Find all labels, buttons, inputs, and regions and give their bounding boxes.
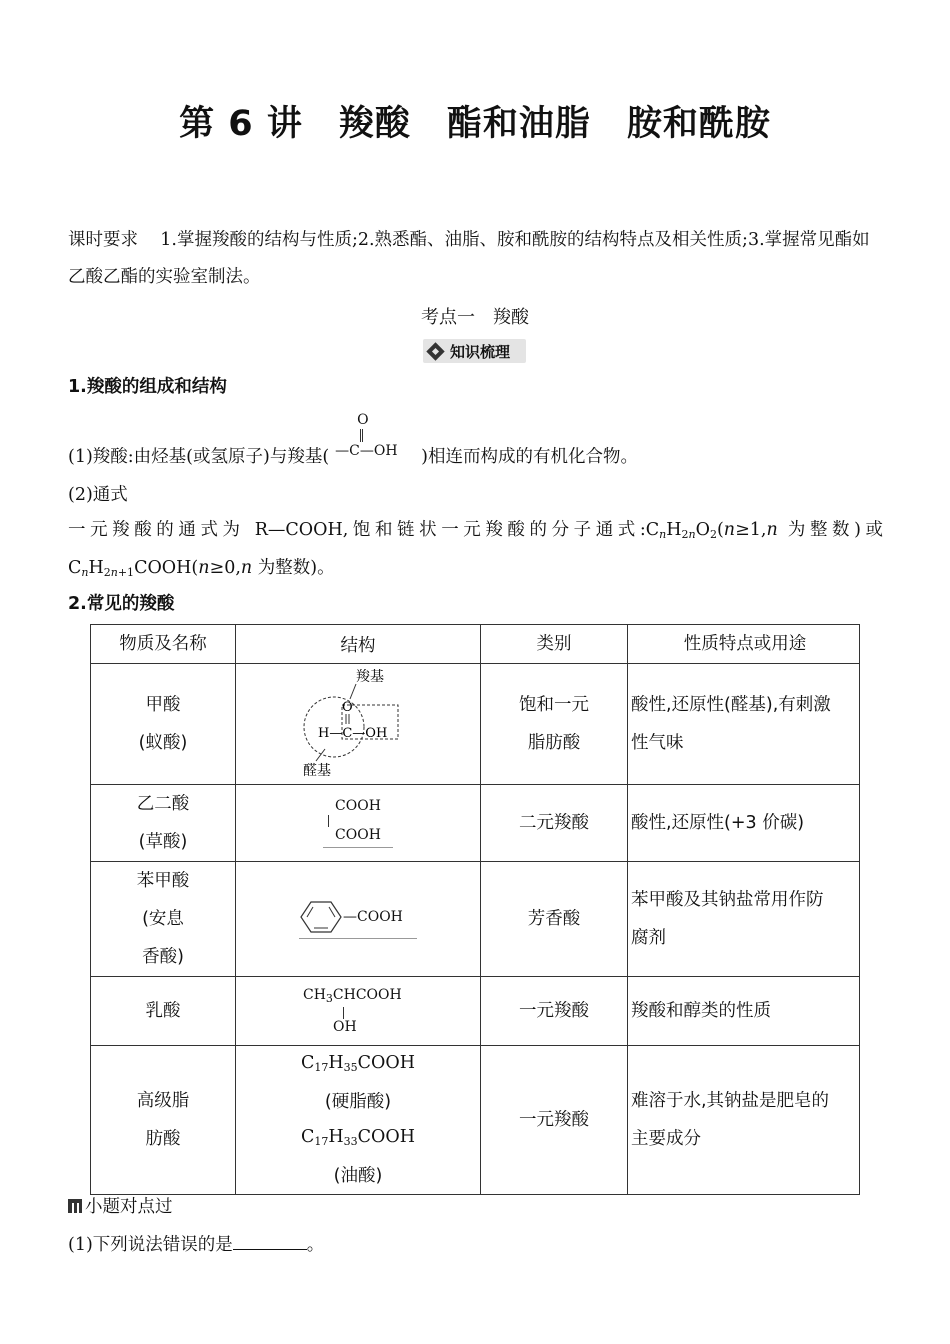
definition-before: (1)羧酸:由烃基(或氢原子)与羧基(	[68, 447, 330, 467]
category-cell: 二元羧酸	[481, 785, 628, 862]
name-cell: 苯甲酸 (安息 香酸)	[91, 862, 236, 977]
category-cell: 一元羧酸	[481, 1046, 628, 1195]
name-cell: 乳酸	[91, 977, 236, 1046]
benzene-ring-icon	[299, 899, 343, 935]
general-formula-line2: $C_nH_{2n+1}COOH(n\ge 0,n$ 为整数)。	[68, 558, 335, 579]
section-title: 考点一 羧酸	[421, 307, 529, 328]
name-cell: 甲酸 (蚁酸)	[91, 664, 236, 785]
definition-after: )相连而构成的有机化合物。	[421, 447, 638, 467]
general-formula-heading: (2)通式	[68, 485, 128, 505]
header-name: 物质及名称	[91, 625, 236, 664]
table-row	[91, 1046, 860, 1195]
requirements	[68, 222, 883, 296]
diamond-icon	[426, 342, 444, 360]
fatty-acid-structure: $C_{17}H_{35}COOH$ (硬脂酸) $C_{17}H_{33}COOH$ (油酸)	[236, 1046, 481, 1195]
category-cell: 芳香酸	[481, 862, 628, 977]
property-cell: 苯甲酸及其钠盐常用作防 腐剂	[628, 862, 860, 977]
category-cell: 饱和一元 脂肪酸	[481, 664, 628, 785]
requirements-text: 1.掌握羧酸的结构与性质;2.熟悉酯、油脂、胺和酰胺的结构特点及相关性质;3.掌握常见酯如乙酸乙酯的实验室制法。	[68, 230, 870, 287]
header-structure: 结构	[236, 625, 481, 664]
header-property: 性质特点或用途	[628, 625, 860, 664]
acids-table	[90, 624, 860, 1195]
svg-text:羧基: 羧基	[356, 669, 384, 685]
property-cell: 羧酸和醇类的性质	[628, 977, 860, 1046]
heading-composition: 1.羧酸的组成和结构	[68, 377, 227, 397]
definition-line	[68, 412, 638, 468]
name-cell: 乙二酸 (草酸)	[91, 785, 236, 862]
quiz-heading: 小题对点过	[68, 1193, 173, 1218]
svg-text:O: O	[342, 700, 353, 715]
book-icon	[68, 1199, 82, 1213]
formic-acid-structure	[236, 664, 481, 785]
property-cell: 酸性,还原性(醛基),有刺激 性气味	[628, 664, 860, 785]
formic-acid-svg	[298, 669, 418, 779]
carboxyl-structure: O —C—OH	[335, 412, 398, 459]
answer-blank[interactable]	[233, 1235, 307, 1250]
oxalic-acid-structure: COOH COOH	[236, 785, 481, 862]
table-header-row	[91, 625, 860, 664]
category-cell: 一元羧酸	[481, 977, 628, 1046]
badge-label: 知识梳理	[450, 342, 511, 361]
lactic-acid-structure: $CH_3CHCOOH$ OH	[236, 977, 481, 1046]
property-cell: 难溶于水,其钠盐是肥皂的 主要成分	[628, 1046, 860, 1195]
table-row	[91, 977, 860, 1046]
svg-text:H—C—OH: H—C—OH	[318, 726, 388, 741]
quiz-question-1: (1)下列说法错误的是 。	[68, 1235, 325, 1255]
header-category: 类别	[481, 625, 628, 664]
general-formula-line1: 一元羧酸的通式为 R—COOH,饱和链状一元羧酸的分子通式$:C_nH_{2n}O_2(n\ge 1,n$ 为整数)或	[68, 520, 883, 541]
name-cell: 高级脂 肪酸	[91, 1046, 236, 1195]
table-row	[91, 785, 860, 862]
svg-text:醛基: 醛基	[303, 763, 331, 779]
table-row	[91, 664, 860, 785]
page-title: 第 6 讲 羧酸 酯和油脂 胺和酰胺	[179, 104, 771, 144]
requirements-label: 课时要求	[68, 230, 138, 250]
property-cell: 酸性,还原性(+3 价碳)	[628, 785, 860, 862]
knowledge-badge	[423, 339, 526, 363]
benzoic-acid-structure: —COOH	[236, 862, 481, 977]
heading-common-acids: 2.常见的羧酸	[68, 594, 175, 614]
table-row	[91, 862, 860, 977]
